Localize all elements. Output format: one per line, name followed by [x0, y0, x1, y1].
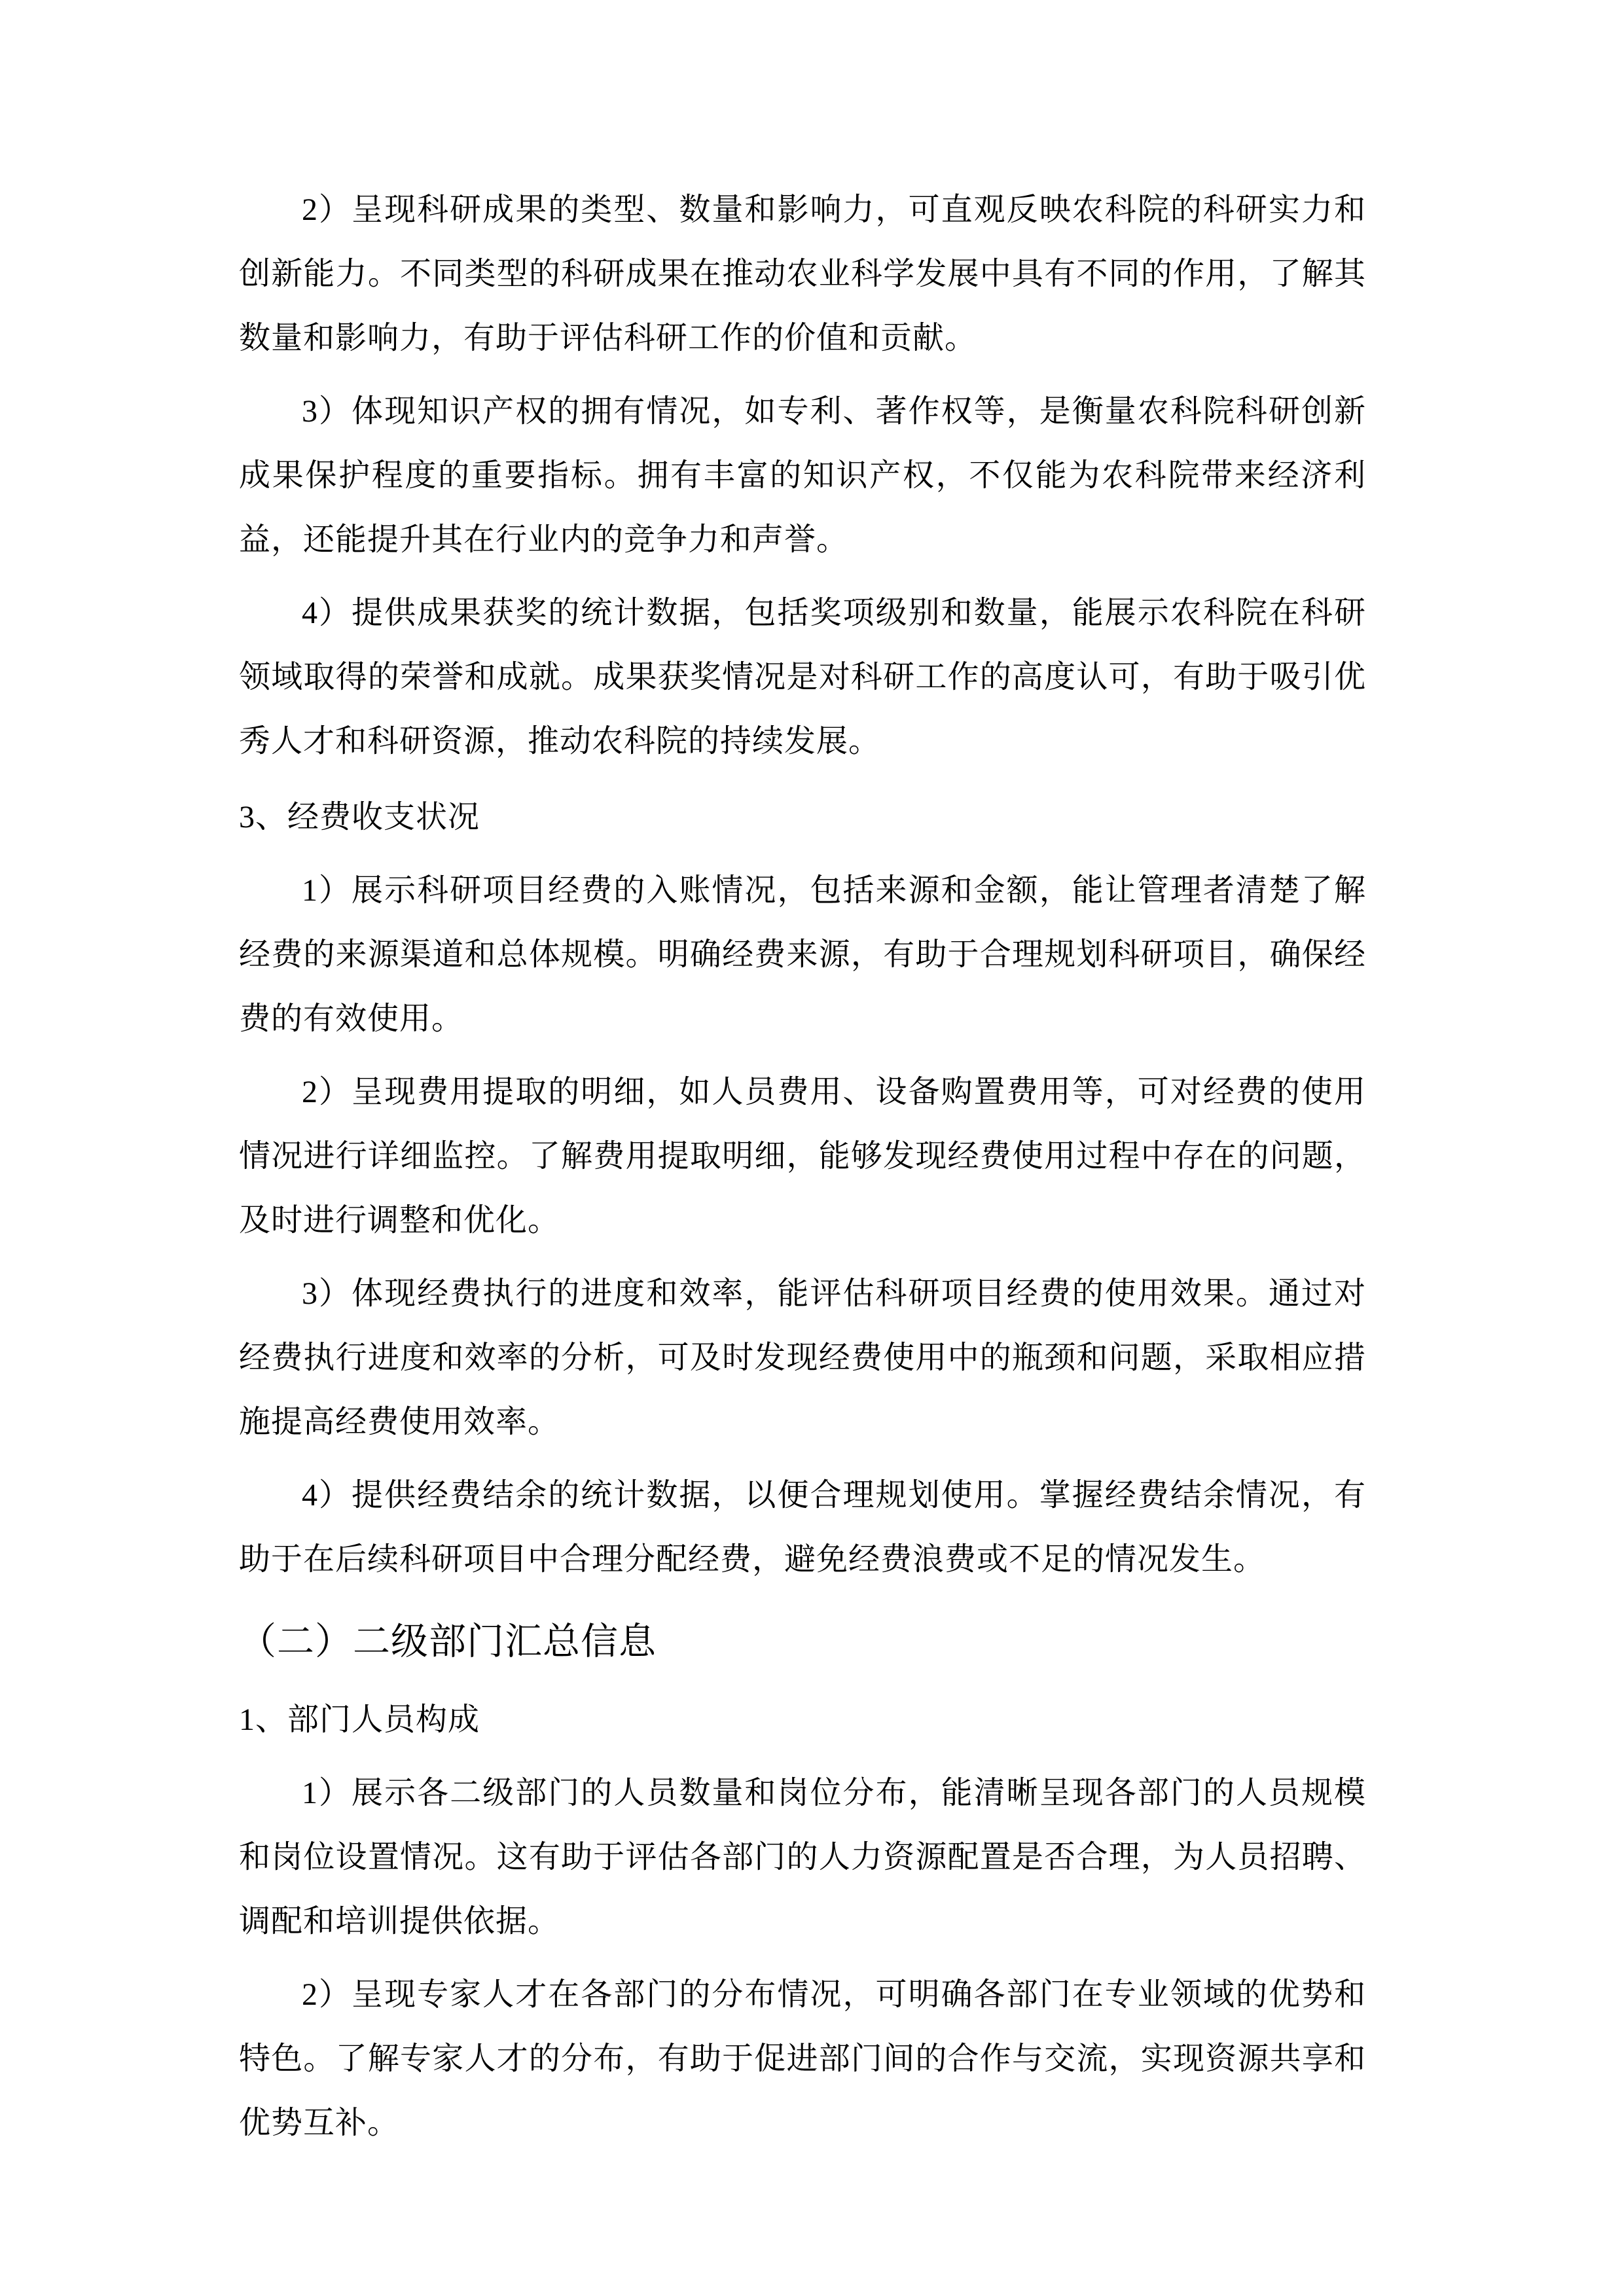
list-heading-funds-income-expense: 3、经费收支状况	[239, 800, 480, 834]
paragraph-funds-income: 1）展示科研项目经费的入账情况，包括来源和金额，能让管理者清楚了解经费的来源渠道和总体规模。明确经费来源，有助于合理规划科研项目，确保经费的有效使用。	[239, 873, 1366, 1036]
paragraph-funds-execution: 3）体现经费执行的进度和效率，能评估科研项目经费的使用效果。通过对经费执行进度和效率的分析，可及时发现经费使用中的瓶颈和问题，采取相应措施提高经费使用效率。	[239, 1276, 1366, 1439]
document-content	[239, 178, 1366, 2155]
paragraph-expense-details: 2）呈现费用提取的明细，如人员费用、设备购置费用等，可对经费的使用情况进行详细监控。了解费用提取明细，能够发现经费使用过程中存在的问题，及时进行调整和优化。	[239, 1075, 1366, 1238]
paragraph-expert-distribution: 2）呈现专家人才在各部门的分布情况，可明确各部门在专业领域的优势和特色。了解专家人才的分布，有助于促进部门间的合作与交流，实现资源共享和优势互补。	[239, 1977, 1366, 2140]
paragraph-personnel-distribution: 1）展示各二级部门的人员数量和岗位分布，能清晰呈现各部门的人员规模和岗位设置情况。这有助于评估各部门的人力资源配置是否合理，为人员招聘、调配和培训提供依据。	[239, 1776, 1366, 1939]
paragraph-funds-balance: 4）提供经费结余的统计数据，以便合理规划使用。掌握经费结余情况，有助于在后续科研项目中合理分配经费，避免经费浪费或不足的情况发生。	[239, 1478, 1366, 1577]
paragraph-awards-statistics: 4）提供成果获奖的统计数据，包括奖项级别和数量，能展示农科院在科研领域取得的荣誉和成就。成果获奖情况是对科研工作的高度认可，有助于吸引优秀人才和科研资源，推动农科院的持续发展。	[239, 596, 1366, 759]
paragraph-intellectual-property: 3）体现知识产权的拥有情况，如专利、著作权等，是衡量农科院科研创新成果保护程度的重要指标。拥有丰富的知识产权，不仅能为农科院带来经济利益，还能提升其在行业内的竞争力和声誉。	[239, 394, 1366, 557]
paragraph-research-achievements: 2）呈现科研成果的类型、数量和影响力，可直观反映农科院的科研实力和创新能力。不同类型的科研成果在推动农业科学发展中具有不同的作用，了解其数量和影响力，有助于评估科研工作的价值和贡献。	[239, 192, 1366, 355]
section-heading-department-summary: （二）二级部门汇总信息	[239, 1621, 657, 1662]
list-heading-department-personnel: 1、部门人员构成	[239, 1702, 480, 1737]
